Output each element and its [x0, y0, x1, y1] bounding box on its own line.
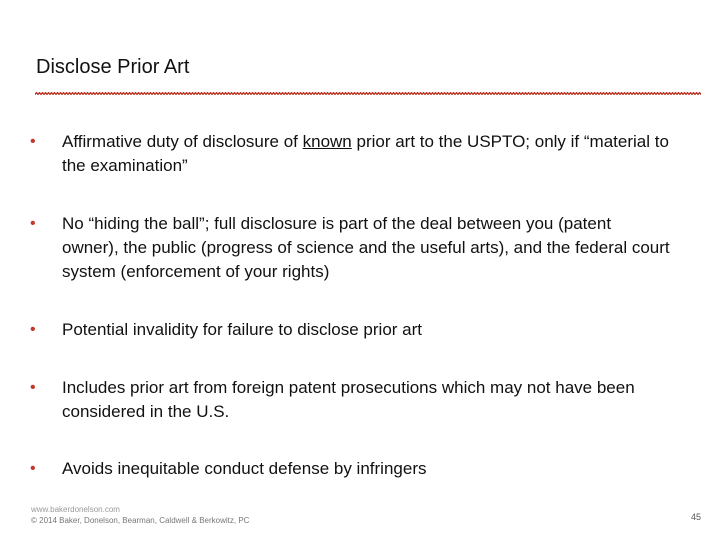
- bullet-text-part: Affirmative duty of disclosure of: [62, 132, 303, 151]
- bullet-text: Includes prior art from foreign patent prosecutions which may not have been considered in the U.S.: [62, 378, 635, 421]
- bullet-text: Potential invalidity for failure to disclose prior art: [62, 320, 422, 339]
- bullet-text: No “hiding the ball”; full disclosure is part of the deal between you (patent owner), the public (progress of science and the useful arts), and the federal court system (enforcement of your rights): [62, 214, 670, 281]
- footer-url: www.bakerdonelson.com: [31, 505, 120, 514]
- underlined-word: known: [302, 132, 352, 151]
- page-number: 45: [690, 512, 701, 522]
- slide-title: Disclose Prior Art: [36, 56, 190, 78]
- bullet-marker: •: [30, 460, 36, 477]
- bullet-item: [30, 457, 670, 481]
- title-divider: [35, 92, 701, 95]
- bullet-text: [62, 130, 670, 178]
- bullet-item: [30, 376, 670, 424]
- bullet-marker: •: [30, 215, 36, 232]
- bullet-text-part: prior art to the USPTO; only if “material to the examination”: [62, 132, 669, 175]
- bullet-marker: •: [30, 321, 36, 338]
- bullet-item: [30, 130, 670, 178]
- bullet-item: [30, 318, 670, 342]
- bullet-marker: •: [30, 133, 36, 150]
- bullet-text: Avoids inequitable conduct defense by infringers: [62, 459, 427, 478]
- bullet-item: [30, 212, 670, 284]
- footer-copyright: © 2014 Baker, Donelson, Bearman, Caldwell & Berkowitz, PC: [31, 516, 250, 525]
- bullet-marker: •: [30, 379, 36, 396]
